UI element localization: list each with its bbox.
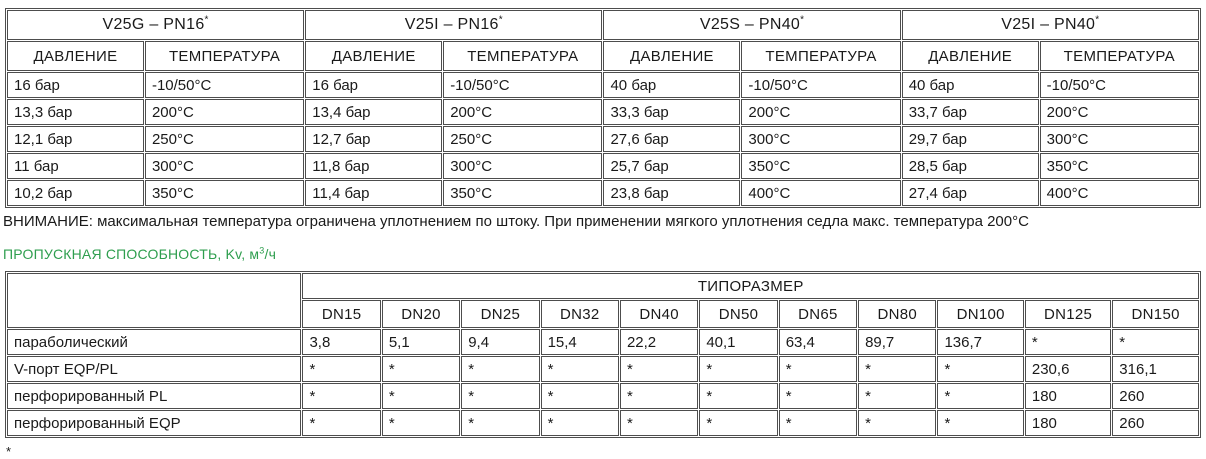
kv-table-corner-cell [7,273,301,328]
dn-column-header: DN15 [302,300,380,328]
kv-value-cell: * [779,410,857,436]
datasheet-page [0,8,1206,459]
kv-value-cell: * [1112,329,1199,355]
temperature-value-cell: 200°C [145,99,304,125]
dn-column-header: DN100 [937,300,1023,328]
temperature-value-cell: 400°C [741,180,900,206]
temperature-value-cell: 300°C [741,126,900,152]
kv-value-cell: 22,2 [620,329,698,355]
kv-value-cell: 89,7 [858,329,936,355]
kv-value-cell: * [937,383,1023,409]
temperature-value-cell: 300°C [443,153,602,179]
kv-value-cell: * [302,410,380,436]
pressure-table-section-title [902,10,1199,40]
dn-column-header: DN125 [1025,300,1111,328]
temperature-column-header: ТЕМПЕРАТУРА [741,41,900,71]
kv-value-cell: 9,4 [461,329,539,355]
pressure-table-section-title [305,10,602,40]
kv-value-cell: * [461,356,539,382]
kv-value-cell: 136,7 [937,329,1023,355]
pressure-temperature-table [5,8,1201,208]
kv-value-cell: * [541,410,619,436]
temperature-value-cell: 250°C [145,126,304,152]
dn-column-header: DN25 [461,300,539,328]
dn-column-header: DN50 [699,300,777,328]
dn-column-header: DN20 [382,300,460,328]
pressure-value-cell: 10,2 бар [7,180,144,206]
temperature-value-cell: 350°C [1040,153,1199,179]
kv-value-cell: * [779,356,857,382]
kv-value-cell: * [302,356,380,382]
section-title-asterisk: * [204,14,209,26]
temperature-value-cell: 200°C [443,99,602,125]
kv-value-cell: * [382,410,460,436]
footnote-asterisk: * [6,444,12,459]
pressure-value-cell: 40 бар [603,72,740,98]
pressure-column-header: ДАВЛЕНИЕ [603,41,740,71]
kv-value-cell: 230,6 [1025,356,1111,382]
pressure-table-row [7,72,1199,98]
temperature-value-cell: 350°C [145,180,304,206]
section-title-text: V25G – PN16 [102,16,205,33]
kv-value-cell: * [541,383,619,409]
temperature-value-cell: -10/50°C [443,72,602,98]
kv-value-cell: * [779,383,857,409]
pressure-value-cell: 11 бар [7,153,144,179]
kv-value-cell: * [302,383,380,409]
kv-table-group-header-row [7,273,1199,299]
pressure-table-title-row [7,10,1199,40]
temperature-value-cell: 200°C [1040,99,1199,125]
plug-type-label: перфорированный EQP [7,410,301,436]
kv-value-cell: 260 [1112,383,1199,409]
kv-table-row [7,410,1199,436]
pressure-table-section-title [603,10,900,40]
kv-value-cell: * [382,356,460,382]
pressure-value-cell: 23,8 бар [603,180,740,206]
pressure-value-cell: 27,4 бар [902,180,1039,206]
kv-value-cell: * [699,383,777,409]
temperature-value-cell: 250°C [443,126,602,152]
kv-value-cell: 63,4 [779,329,857,355]
pressure-value-cell: 33,3 бар [603,99,740,125]
kv-value-cell: 316,1 [1112,356,1199,382]
pressure-value-cell: 11,8 бар [305,153,442,179]
pressure-value-cell: 16 бар [7,72,144,98]
temperature-value-cell: -10/50°C [741,72,900,98]
pressure-column-header: ДАВЛЕНИЕ [305,41,442,71]
kv-value-cell: * [937,410,1023,436]
pressure-value-cell: 13,3 бар [7,99,144,125]
kv-value-cell: 40,1 [699,329,777,355]
temperature-column-header: ТЕМПЕРАТУРА [1040,41,1199,71]
pressure-table-body [7,10,1199,206]
kv-value-cell: * [541,356,619,382]
kv-value-cell: * [937,356,1023,382]
section-title-asterisk: * [800,14,805,26]
plug-type-label: V-порт EQP/PL [7,356,301,382]
pressure-value-cell: 12,7 бар [305,126,442,152]
kv-table-row [7,383,1199,409]
dn-column-header: DN150 [1112,300,1199,328]
temperature-value-cell: -10/50°C [145,72,304,98]
kv-section-heading [3,246,1206,262]
pressure-value-cell: 11,4 бар [305,180,442,206]
section-title-text: V25I – PN40 [1001,16,1096,33]
kv-value-cell: * [382,383,460,409]
pressure-value-cell: 27,6 бар [603,126,740,152]
kv-value-cell: * [858,383,936,409]
kv-value-cell: 180 [1025,410,1111,436]
dn-column-header: DN32 [541,300,619,328]
dn-column-header: DN80 [858,300,936,328]
dn-column-header: DN65 [779,300,857,328]
kv-table-body [7,273,1199,436]
kv-value-cell: * [858,410,936,436]
kv-value-cell: * [858,356,936,382]
pressure-value-cell: 12,1 бар [7,126,144,152]
temperature-column-header: ТЕМПЕРАТУРА [443,41,602,71]
warning-note: ВНИМАНИЕ: максимальная температура ограничена уплотнением по штоку. При применении мягкого уплотнения седла макс. температура 200°C [3,213,1029,230]
kv-table-row [7,329,1199,355]
pressure-table-row [7,153,1199,179]
kv-value-cell: * [620,410,698,436]
kv-value-cell: * [699,410,777,436]
pressure-column-header: ДАВЛЕНИЕ [7,41,144,71]
section-title-asterisk: * [1095,14,1100,26]
pressure-table-row [7,180,1199,206]
kv-heading-superscript: 3 [259,245,265,256]
kv-value-cell: * [461,383,539,409]
kv-value-cell: * [620,356,698,382]
kv-value-cell: 180 [1025,383,1111,409]
pressure-table-header-row [7,41,1199,71]
pressure-value-cell: 33,7 бар [902,99,1039,125]
kv-value-cell: * [620,383,698,409]
temperature-value-cell: 300°C [1040,126,1199,152]
pressure-value-cell: 16 бар [305,72,442,98]
kv-value-cell: 5,1 [382,329,460,355]
kv-value-cell: * [1025,329,1111,355]
temperature-value-cell: 200°C [741,99,900,125]
kv-table-row [7,356,1199,382]
kv-value-cell: 260 [1112,410,1199,436]
size-group-header: ТИПОРАЗМЕР [302,273,1199,299]
kv-value-cell: 15,4 [541,329,619,355]
temperature-value-cell: 350°C [443,180,602,206]
kv-value-cell: * [699,356,777,382]
plug-type-label: перфорированный PL [7,383,301,409]
dn-column-header: DN40 [620,300,698,328]
kv-heading-text: ПРОПУСКНАЯ СПОСОБНОСТЬ, Kv, м [3,246,260,262]
section-title-asterisk: * [498,14,503,26]
temperature-column-header: ТЕМПЕРАТУРА [145,41,304,71]
pressure-value-cell: 40 бар [902,72,1039,98]
temperature-value-cell: -10/50°C [1040,72,1199,98]
pressure-table-section-title [7,10,304,40]
pressure-value-cell: 28,5 бар [902,153,1039,179]
temperature-value-cell: 400°C [1040,180,1199,206]
kv-capacity-table [5,271,1201,438]
pressure-table-row [7,126,1199,152]
pressure-value-cell: 13,4 бар [305,99,442,125]
plug-type-label: параболический [7,329,301,355]
section-title-text: V25S – PN40 [699,16,801,33]
temperature-value-cell: 350°C [741,153,900,179]
kv-heading-suffix: /ч [264,246,277,262]
pressure-value-cell: 25,7 бар [603,153,740,179]
temperature-value-cell: 300°C [145,153,304,179]
pressure-table-row [7,99,1199,125]
kv-value-cell: * [461,410,539,436]
pressure-value-cell: 29,7 бар [902,126,1039,152]
section-title-text: V25I – PN16 [404,16,499,33]
pressure-column-header: ДАВЛЕНИЕ [902,41,1039,71]
kv-value-cell: 3,8 [302,329,380,355]
